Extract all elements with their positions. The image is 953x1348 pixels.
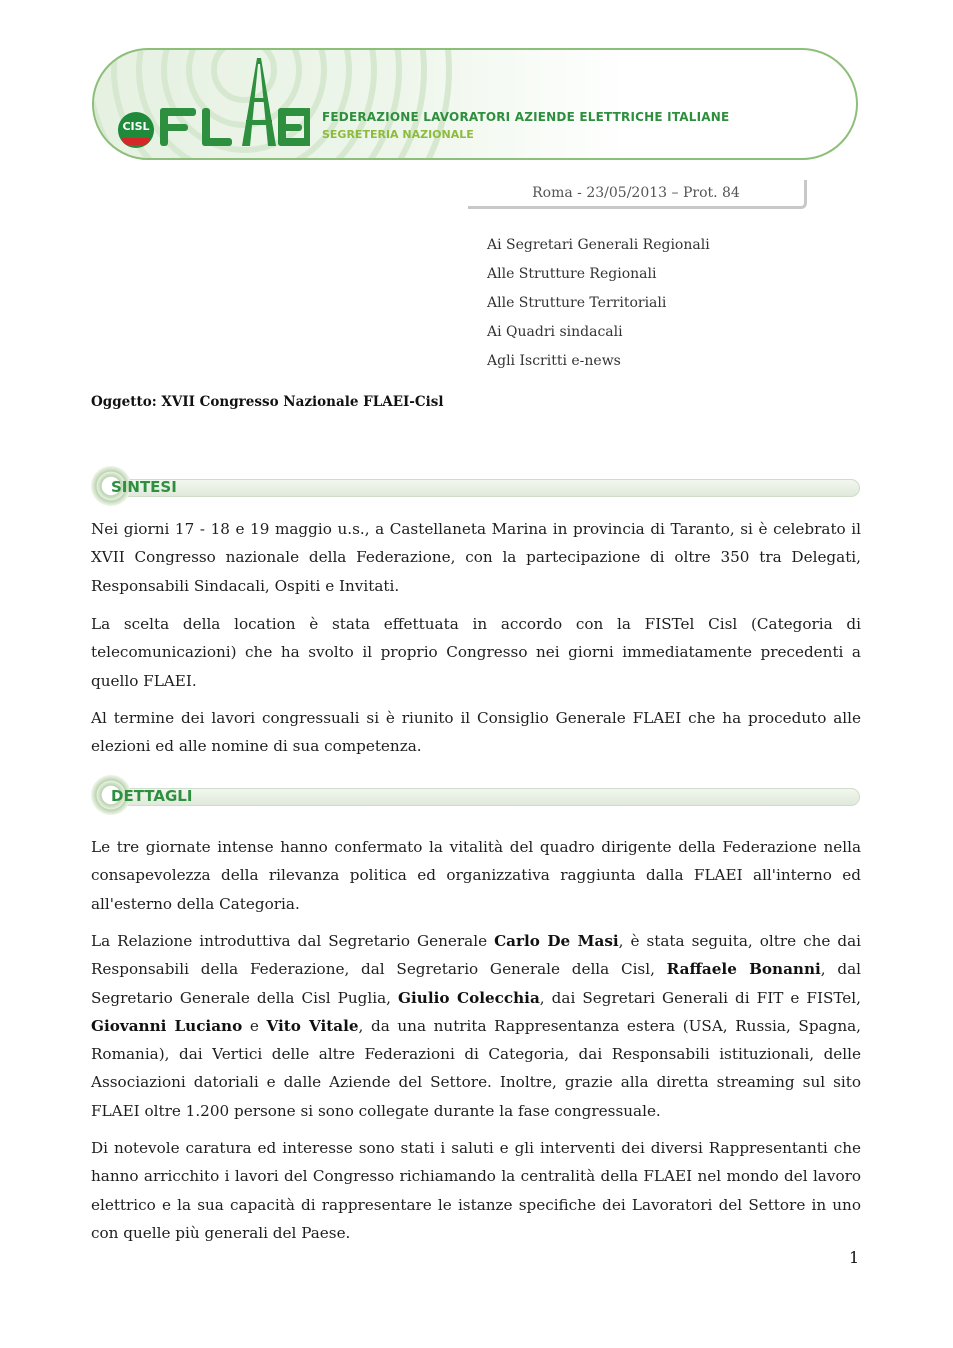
person-name: Carlo De Masi <box>494 932 619 950</box>
person-name: Giulio Colecchia <box>398 988 540 1007</box>
section-bar <box>111 479 860 497</box>
recipients-list <box>487 235 710 380</box>
protocol-box: Roma - 23/05/2013 – Prot. 84 <box>468 180 807 209</box>
person-name: Vito Vitale <box>266 1016 359 1035</box>
person-name: Raffaele Bonanni <box>666 960 821 979</box>
paragraph: Le tre giornate intense hanno confermato la vitalità del quadro dirigente della Federazione nella consapevolezza della rilevanza politica ed organizzativa raggiunta dalla FLAEI all'interno ed all'esterno della Categoria. <box>91 838 861 913</box>
recipient-item: Ai Quadri sindacali <box>487 324 623 340</box>
section-title: DETTAGLI <box>111 787 193 805</box>
paragraph: La scelta della location è stata effettuata in accordo con la FISTel Cisl (Categoria di telecomunicazioni) che ha svolto il proprio Congresso nei giorni immediatamente precedenti a quello FLAEI. <box>91 615 861 690</box>
org-subtitle: SEGRETERIA NAZIONALE <box>322 128 474 141</box>
section-header-sintesi <box>91 466 860 496</box>
flaei-logo <box>160 58 310 154</box>
recipient-item: Ai Segretari Generali Regionali <box>487 237 710 253</box>
org-name: FEDERAZIONE LAVORATORI AZIENDE ELETTRICHE ITALIANE <box>322 110 730 124</box>
section-bar <box>111 788 860 806</box>
section-title: SINTESI <box>111 478 177 496</box>
paragraph: Al termine dei lavori congressuali si è riunito il Consiglio Generale FLAEI che ha proceduto alle elezioni ed alle nomine di sua competenza. <box>91 709 861 756</box>
section-header-dettagli <box>91 775 860 805</box>
cisl-logo: CISL <box>118 112 154 148</box>
recipient-item: Agli Iscritti e-news <box>487 353 621 369</box>
recipient-item: Alle Strutture Territoriali <box>487 295 667 311</box>
recipient-item: Alle Strutture Regionali <box>487 266 657 282</box>
subject-line: Oggetto: XVII Congresso Nazionale FLAEI-Cisl <box>91 394 444 410</box>
paragraph: La Relazione introduttiva dal Segretario Generale Carlo De Masi, è stata seguita, oltre che dai Responsabili della Federazione, dal Segretario Generale della Cisl, Raffaele Bonanni, dal Segretario Generale della Cisl Puglia, Giulio Colecchia, dai Segretari Generali di FIT e FISTel, Giovanni Luciano e Vito Vitale, da una nutrita Rappresentanza estera (USA, Russia, Spagna, Romania), dai Vertici delle altre Federazioni di Categoria, dai Responsabili istituzionali, delle Associazioni datoriali e dalle Aziende del Settore. Inoltre, grazie alla diretta streaming sul sito FLAEI oltre 1.200 persone si sono collegate durante la fase congressuale. <box>91 932 861 1120</box>
paragraph: Nei giorni 17 - 18 e 19 maggio u.s., a Castellaneta Marina in provincia di Taranto, si è celebrato il XVII Congresso nazionale della Federazione, con la partecipazione di oltre 350 tra Delegati, Responsabili Sindacali, Ospiti e Invitati. <box>91 520 861 595</box>
flaei-logo-text: FLAEI <box>160 58 164 59</box>
person-name: Giovanni Luciano <box>91 1016 243 1035</box>
paragraph: Di notevole caratura ed interesse sono stati i saluti e gli interventi dei diversi Rappresentanti che hanno arricchito i lavori del Congresso richiamando la centralità della FLAEI nel mondo del lavoro elettrico e la sua capacità di rappresentare le istanze specifiche dei Lavoratori del Settore in uno con quelle più generali del Paese. <box>91 1139 861 1242</box>
page-number: 1 <box>849 1248 860 1267</box>
